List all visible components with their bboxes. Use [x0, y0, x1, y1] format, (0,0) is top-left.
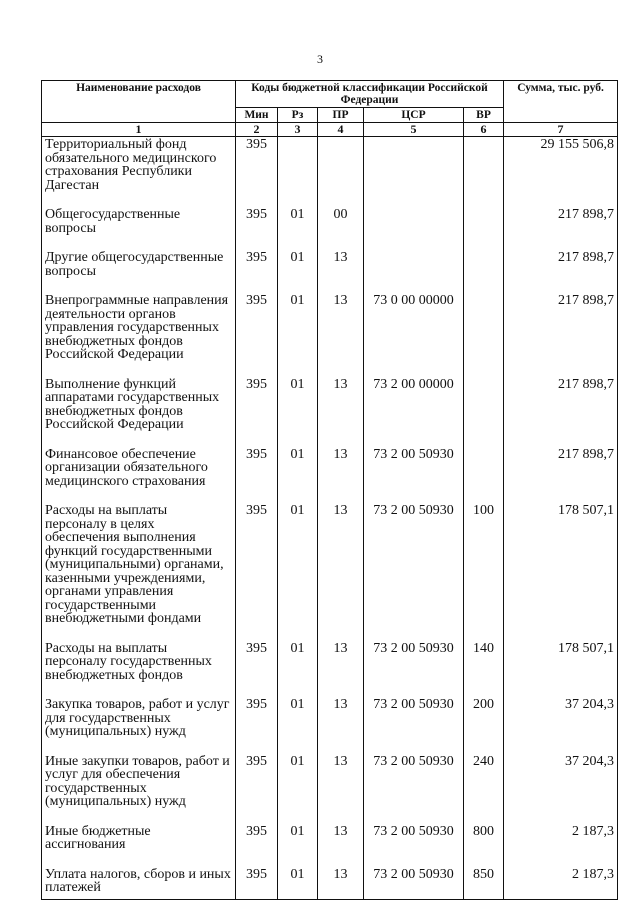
row-sum: 37 204,3 [504, 697, 618, 754]
header-rz: Рз [278, 108, 318, 123]
row-min: 395 [236, 293, 278, 377]
table-row [42, 824, 618, 867]
row-pr: 13 [318, 503, 364, 641]
row-pr: 00 [318, 207, 364, 250]
row-vr: 240 [464, 754, 504, 824]
row-vr [464, 207, 504, 250]
row-sum: 37 204,3 [504, 754, 618, 824]
row-name: Внепрограммные направления деятельности органов управления государственных внебюджетных фондов Российской Федерации [42, 293, 236, 377]
row-rz: 01 [278, 824, 318, 867]
column-numbers-row [42, 123, 618, 137]
row-pr: 13 [318, 447, 364, 504]
row-vr: 800 [464, 824, 504, 867]
table-row [42, 293, 618, 377]
row-pr: 13 [318, 697, 364, 754]
row-rz: 01 [278, 293, 318, 377]
row-min: 395 [236, 697, 278, 754]
row-pr: 13 [318, 867, 364, 900]
row-rz: 01 [278, 207, 318, 250]
row-name: Уплата налогов, сборов и иных платежей [42, 867, 236, 900]
row-min: 395 [236, 137, 278, 208]
row-sum: 217 898,7 [504, 207, 618, 250]
header-sum: Сумма, тыс. руб. [504, 81, 618, 123]
row-vr: 140 [464, 641, 504, 698]
row-vr: 200 [464, 697, 504, 754]
row-vr: 850 [464, 867, 504, 900]
row-min: 395 [236, 754, 278, 824]
row-sum: 178 507,1 [504, 641, 618, 698]
row-csr: 73 2 00 50930 [364, 867, 464, 900]
row-csr: 73 2 00 50930 [364, 754, 464, 824]
row-rz: 01 [278, 447, 318, 504]
header-codes-group: Коды бюджетной классификации Российской Федерации [236, 81, 504, 108]
row-sum: 217 898,7 [504, 293, 618, 377]
table-body [42, 137, 618, 900]
row-vr [464, 293, 504, 377]
row-csr: 73 2 00 50930 [364, 824, 464, 867]
row-sum: 217 898,7 [504, 447, 618, 504]
row-csr [364, 250, 464, 293]
row-rz: 01 [278, 697, 318, 754]
row-vr [464, 137, 504, 208]
page-number: 3 [317, 52, 323, 66]
row-pr: 13 [318, 250, 364, 293]
row-rz: 01 [278, 754, 318, 824]
row-csr: 73 0 00 00000 [364, 293, 464, 377]
row-csr [364, 207, 464, 250]
row-name: Территориальный фонд обязательного медицинского страхования Республики Дагестан [42, 137, 236, 208]
row-rz: 01 [278, 641, 318, 698]
row-vr [464, 447, 504, 504]
column-number: 3 [278, 123, 318, 137]
row-pr: 13 [318, 641, 364, 698]
header-csr: ЦСР [364, 108, 464, 123]
header-name: Наименование расходов [42, 81, 236, 123]
row-rz [278, 137, 318, 208]
row-name: Другие общегосударственные вопросы [42, 250, 236, 293]
row-sum: 2 187,3 [504, 824, 618, 867]
row-min: 395 [236, 824, 278, 867]
row-vr [464, 250, 504, 293]
table-row [42, 250, 618, 293]
row-rz: 01 [278, 377, 318, 447]
column-number: 4 [318, 123, 364, 137]
row-pr: 13 [318, 377, 364, 447]
row-name: Выполнение функций аппаратами государственных внебюджетных фондов Российской Федерации [42, 377, 236, 447]
table-header [42, 81, 618, 137]
row-name: Расходы на выплаты персоналу в целях обеспечения выполнения функций государственными (муниципальными) органами, казенными учреждениями, органами управления государственными внебюджетными фондами [42, 503, 236, 641]
row-name: Финансовое обеспечение организации обязательного медицинского страхования [42, 447, 236, 504]
row-rz: 01 [278, 503, 318, 641]
row-pr [318, 137, 364, 208]
row-pr: 13 [318, 293, 364, 377]
row-pr: 13 [318, 824, 364, 867]
table-row [42, 377, 618, 447]
column-number: 7 [504, 123, 618, 137]
row-csr: 73 2 00 50930 [364, 697, 464, 754]
row-name: Иные закупки товаров, работ и услуг для обеспечения государственных (муниципальных) нужд [42, 754, 236, 824]
row-min: 395 [236, 641, 278, 698]
header-vr: ВР [464, 108, 504, 123]
column-number: 5 [364, 123, 464, 137]
column-number: 2 [236, 123, 278, 137]
row-sum: 29 155 506,8 [504, 137, 618, 208]
table-row [42, 137, 618, 208]
table-row [42, 207, 618, 250]
row-csr: 73 2 00 50930 [364, 641, 464, 698]
row-pr: 13 [318, 754, 364, 824]
row-name: Расходы на выплаты персоналу государственных внебюджетных фондов [42, 641, 236, 698]
table-row [42, 641, 618, 698]
column-number: 1 [42, 123, 236, 137]
row-vr [464, 377, 504, 447]
budget-table [41, 80, 618, 900]
table-row [42, 447, 618, 504]
row-rz: 01 [278, 867, 318, 900]
row-rz: 01 [278, 250, 318, 293]
row-min: 395 [236, 503, 278, 641]
row-sum: 178 507,1 [504, 503, 618, 641]
header-pr: ПР [318, 108, 364, 123]
row-min: 395 [236, 447, 278, 504]
row-min: 395 [236, 250, 278, 293]
row-sum: 2 187,3 [504, 867, 618, 900]
row-sum: 217 898,7 [504, 377, 618, 447]
table-row [42, 697, 618, 754]
row-sum: 217 898,7 [504, 250, 618, 293]
row-csr: 73 2 00 50930 [364, 447, 464, 504]
row-csr: 73 2 00 50930 [364, 503, 464, 641]
column-number: 6 [464, 123, 504, 137]
row-min: 395 [236, 867, 278, 900]
table-row [42, 503, 618, 641]
row-min: 395 [236, 207, 278, 250]
table-row [42, 754, 618, 824]
row-csr [364, 137, 464, 208]
row-name: Общегосударственные вопросы [42, 207, 236, 250]
header-min: Мин [236, 108, 278, 123]
table-row [42, 867, 618, 900]
row-name: Закупка товаров, работ и услуг для государственных (муниципальных) нужд [42, 697, 236, 754]
row-vr: 100 [464, 503, 504, 641]
row-min: 395 [236, 377, 278, 447]
row-csr: 73 2 00 00000 [364, 377, 464, 447]
row-name: Иные бюджетные ассигнования [42, 824, 236, 867]
